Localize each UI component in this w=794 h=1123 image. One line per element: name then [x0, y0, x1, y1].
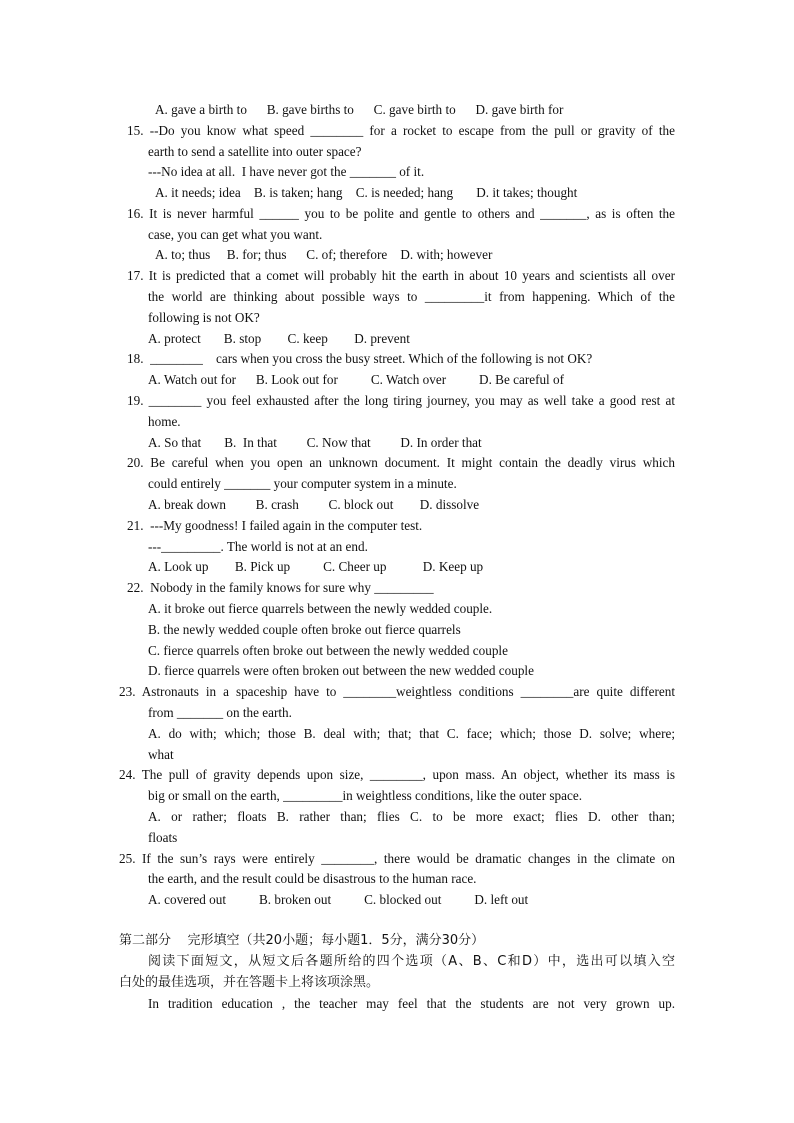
text-line: from _______ on the earth. [148, 705, 292, 720]
text-line: A. covered out B. broken out C. blocked out D. left out [148, 892, 529, 907]
text-line: A. do with; which; those B. deal with; that; that C. face; which; those D. solve; where; [148, 726, 675, 741]
text-line: B. the newly wedded couple often broke out fierce quarrels [148, 622, 461, 637]
text-line: big or small on the earth, _________in weightless conditions, like the outer space. [148, 788, 583, 803]
text-line: the world are thinking about possible ways to _________it from happening. Which of the [148, 289, 675, 304]
text-line: In tradition education , the teacher may feel that the students are not very grown up. [148, 996, 675, 1011]
text-line: what [148, 747, 174, 762]
text-line: A. Look up B. Pick up C. Cheer up D. Keep up [148, 559, 484, 574]
text-line: following is not OK? [148, 310, 260, 325]
text-line: A. to; thus B. for; thus C. of; therefore D. with; however [155, 247, 493, 262]
text-line: home. [148, 414, 181, 429]
text-line: 阅读下面短文，从短文后各题所给的四个选项（A、B、C和D）中，选出可以填入空 [148, 954, 675, 969]
text-line: 17. It is predicted that a comet will probably hit the earth in about 10 years and scientists all over [127, 268, 675, 283]
text-line: C. fierce quarrels often broke out between the newly wedded couple [148, 643, 508, 658]
text-line: 19. ________ you feel exhausted after the long tiring journey, you may as well take a good rest at [127, 393, 675, 408]
text-line: case, you can get what you want. [148, 227, 323, 242]
text-line: A. gave a birth to B. gave births to C. gave birth to D. gave birth for [155, 102, 564, 117]
text-line: earth to send a satellite into outer space? [148, 144, 362, 159]
text-line: 16. It is never harmful ______ you to be polite and gentle to others and _______, as is often the [127, 206, 675, 221]
text-line: could entirely _______ your computer system in a minute. [148, 476, 457, 491]
text-line: A. it needs; idea B. is taken; hang C. is needed; hang D. it takes; thought [155, 185, 578, 200]
text-line: A. it broke out fierce quarrels between the newly wedded couple. [148, 601, 493, 616]
text-line: 第二部分 完形填空（共20小题；每小题1．5分，满分30分） [119, 933, 485, 948]
text-line: ---_________. The world is not at an end. [148, 539, 368, 554]
text-line: 20. Be careful when you open an unknown document. It might contain the deadly virus which [127, 455, 675, 470]
text-line: 25. If the sun’s rays were entirely ________, there would be dramatic changes in the climate on [119, 851, 675, 866]
text-line: A. So that B. In that C. Now that D. In order that [148, 435, 482, 450]
text-line: A. or rather; floats B. rather than; flies C. to be more exact; flies D. other than; [148, 809, 675, 824]
text-line: A. Watch out for B. Look out for C. Watch over D. Be careful of [148, 372, 565, 387]
text-line: 22. Nobody in the family knows for sure why _________ [127, 580, 434, 595]
text-line: A. protect B. stop C. keep D. prevent [148, 331, 410, 346]
text-line: D. fierce quarrels were often broken out between the new wedded couple [148, 663, 534, 678]
text-line: floats [148, 830, 178, 845]
text-line: ---No idea at all. I have never got the _______ of it. [148, 164, 425, 179]
text-line: 24. The pull of gravity depends upon size, ________, upon mass. An object, whether its mass is [119, 767, 675, 782]
text-line: 15. --Do you know what speed ________ for a rocket to escape from the pull or gravity of the [127, 123, 675, 138]
text-line: 23. Astronauts in a spaceship have to ________weightless conditions ________are quite different [119, 684, 675, 699]
text-line: 白处的最佳选项，并在答题卡上将该项涂黑。 [119, 975, 380, 990]
text-line: 18. ________ cars when you cross the busy street. Which of the following is not OK? [127, 351, 593, 366]
text-line: 21. ---My goodness! I failed again in the computer test. [127, 518, 423, 533]
text-line: the earth, and the result could be disastrous to the human race. [148, 871, 477, 886]
text-line: A. break down B. crash C. block out D. dissolve [148, 497, 480, 512]
